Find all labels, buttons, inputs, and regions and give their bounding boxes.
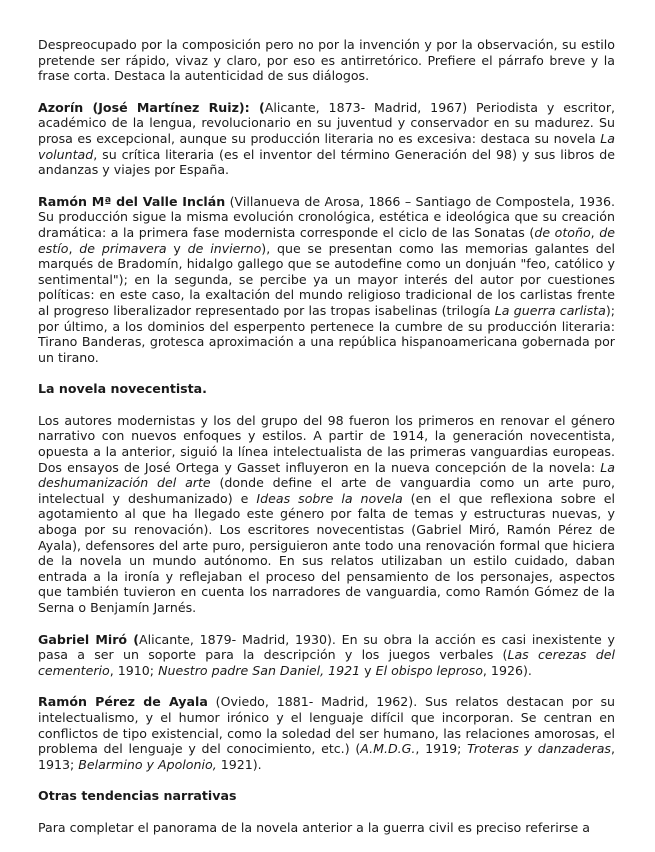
author-name-perez-de-ayala: Ramón Pérez de Ayala	[38, 694, 208, 710]
work-title: Nuestro padre San Daniel, 1921	[158, 662, 361, 678]
section-heading-novecentista: La novela novecentista.	[38, 381, 207, 397]
azorin-paragraph: Azorín (José Martínez Ruiz): (Alicante, 1873- Madrid, 1967) Periodista y escritor, académico de la lengua, revolucionario en su juventud y conservador en su madurez. Su prosa es excepcional, aunque su producción literaria no es excesiva: destaca su novela La voluntad, su crítica literaria (es el inventor del término Generación del 98) y sus libros de andanzas y viajes por España.	[38, 99, 615, 178]
work-title: La deshumanización del arte	[38, 459, 615, 491]
work-title: de invierno	[187, 240, 262, 256]
otras-tendencias-paragraph: Para completar el panorama de la novela anterior a la guerra civil es preciso referirse a	[38, 819, 590, 835]
section-heading-otras-tendencias: Otras tendencias narrativas	[38, 788, 237, 804]
work-title: de primavera	[79, 240, 167, 256]
miro-paragraph: Gabriel Miró (Alicante, 1879- Madrid, 1930). En su obra la acción es casi inexistente y pasa a ser un soporte para la descripción y los juegos verbales (Las cerezas del cementerio, 1910; Nuestro padre San Daniel, 1921 y El obispo leproso, 1926).	[38, 631, 615, 678]
work-title: La voluntad	[38, 130, 615, 162]
work-title: Troteras y danzaderas	[467, 741, 611, 757]
work-title: Las cerezas del cementerio	[38, 647, 615, 678]
work-title: Belarmino y Apolonio,	[78, 756, 217, 772]
work-title: de estío	[38, 224, 615, 256]
author-name-miro: Gabriel Miró (	[38, 631, 139, 647]
intro-paragraph: Despreocupado por la composición pero no por la invención y por la observación, su estilo pretende ser rápido, vivaz y claro, por eso es antirretórico. Prefiere el párrafo breve y la frase corta. Destaca la autenticidad de sus diálogos.	[38, 37, 615, 84]
valle-inclan-paragraph: Ramón Mª del Valle Inclán (Villanueva de Arosa, 1866 – Santiago de Compostela, 1936. Su producción sigue la misma evolución cronológica, estética e ideológica que su creación dramática: a la primera fase modernista corresponde el ciclo de las Sonatas (de otoño, de estío, de primavera y de invierno), que se presentan como las memorias galantes del marqués de Bradomín, hidalgo gallego que se autodefine como un donjuán "feo, católico y sentimental"); en la segunda, se percibe ya un mayor interés del autor por cuestiones políticas: en este caso, la exaltación del mundo religioso tradicional de los carlistas frente al progreso liberalizador representado por las tropas isabelinas (trilogía La guerra carlista); por último, a los dominios del esperpento pertenece la cumbre de su producción literaria: Tirano Banderas, grotesca aproximación a una república hispanoamericana gobernada por un tirano.	[38, 193, 616, 365]
novecentista-paragraph: Los autores modernistas y los del grupo del 98 fueron los primeros en renovar el género narrativo con nuevos enfoques y estilos. A partir de 1914, la generación novecentista, opuesta a la anterior, siguió la línea intelectualista de las primeras vanguardias europeas. Dos ensayos de José Ortega y Gasset influyeron en la nueva concepción de la novela: La deshumanización del arte (donde define el arte de vanguardia como un arte puro, intelectual y deshumanizado) e Ideas sobre la novela (en el que reflexiona sobre el agotamiento al que ha llegado este género por falta de temas y estructuras nuevas, y aboga por su renovación). Los escritores novecentistas (Gabriel Miró, Ramón Pérez de Ayala), defensores del arte puro, persiguieron ante todo una renovación formal que hiciera de la novela un mundo autónomo. En sus relatos utilizaban un estilo cuidado, daban entrada a la ironía y reflejaban el proceso del pensamiento de los personajes, aspectos que también tuvieron en cuenta los narradores de vanguardia, como Ramón Gómez de la Serna o Benjamín Jarnés.	[38, 412, 615, 615]
work-title: Ideas sobre la novela	[256, 490, 403, 506]
work-title: La guerra carlista	[494, 302, 606, 318]
work-title: El obispo leproso	[375, 662, 483, 678]
author-name-valle-inclan: Ramón Mª del Valle Inclán	[38, 193, 226, 209]
author-name-azorin: Azorín (José Martínez Ruiz): (	[38, 99, 265, 115]
work-title: A.M.D.G.	[360, 741, 416, 757]
perez-de-ayala-paragraph: Ramón Pérez de Ayala (Oviedo, 1881- Madrid, 1962). Sus relatos destacan por su intelectualismo, y el humor irónico y el lenguaje difícil que incorporan. Se centran en conflictos de tipo existencial, como la soledad del ser humano, las relaciones amorosas, el problema del lenguaje y del conocimiento, etc.) (A.M.D.G., 1919; Troteras y danzaderas, 1913; Belarmino y Apolonio, 1921).	[38, 694, 615, 772]
work-title: de otoño	[534, 224, 591, 240]
document-page	[38, 37, 615, 852]
